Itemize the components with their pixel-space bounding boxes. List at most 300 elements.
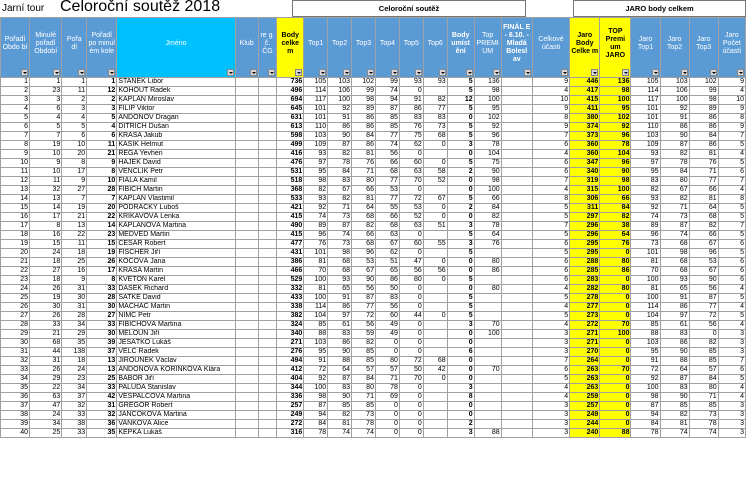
table-cell[interactable]: 100 xyxy=(600,96,631,105)
table-cell[interactable]: 89 xyxy=(689,105,718,114)
table-cell[interactable] xyxy=(235,384,258,393)
table-cell[interactable]: 83 xyxy=(328,384,352,393)
filter-dropdown-icon[interactable] xyxy=(439,69,446,76)
table-cell[interactable]: 27 xyxy=(87,312,117,321)
table-cell[interactable]: 103 xyxy=(631,339,660,348)
filter-dropdown-icon[interactable] xyxy=(250,69,257,76)
column-header-10[interactable] xyxy=(352,18,376,78)
table-cell[interactable]: 12 xyxy=(1,177,30,186)
table-cell[interactable]: 5 xyxy=(532,204,569,213)
table-cell[interactable]: 103 xyxy=(304,132,328,141)
filter-dropdown-icon[interactable] xyxy=(268,69,275,76)
table-cell[interactable]: 98 xyxy=(474,177,501,186)
table-cell[interactable]: 324 xyxy=(277,321,304,330)
table-cell[interactable]: 109 xyxy=(631,141,660,150)
table-cell[interactable]: 92 xyxy=(304,204,328,213)
table-cell[interactable]: KAPLAN Miroslav xyxy=(117,96,235,105)
table-cell[interactable]: 50 xyxy=(399,366,423,375)
table-cell[interactable]: 22 xyxy=(30,384,62,393)
table-cell[interactable]: 0 xyxy=(399,87,423,96)
table-cell[interactable]: 104 xyxy=(631,312,660,321)
table-cell[interactable] xyxy=(258,285,277,294)
table-cell[interactable]: 84 xyxy=(352,132,376,141)
table-cell[interactable]: 73 xyxy=(631,240,660,249)
table-cell[interactable] xyxy=(235,402,258,411)
table-cell[interactable] xyxy=(235,186,258,195)
table-cell[interactable]: 82 xyxy=(631,186,660,195)
table-cell[interactable]: 0 xyxy=(447,339,474,348)
table-cell[interactable]: 78 xyxy=(375,384,399,393)
table-cell[interactable]: 533 xyxy=(277,195,304,204)
table-cell[interactable] xyxy=(501,114,532,123)
table-cell[interactable]: 36 xyxy=(87,420,117,429)
table-cell[interactable]: 117 xyxy=(304,96,328,105)
table-cell[interactable]: 56 xyxy=(399,267,423,276)
table-cell[interactable]: 90 xyxy=(660,132,689,141)
table-cell[interactable]: 67 xyxy=(689,240,718,249)
table-cell[interactable] xyxy=(235,393,258,402)
table-cell[interactable]: 2 xyxy=(62,96,87,105)
table-cell[interactable] xyxy=(474,339,501,348)
table-cell[interactable] xyxy=(235,357,258,366)
table-cell[interactable]: KASÍK Helmut xyxy=(117,141,235,150)
table-cell[interactable]: SATKE David xyxy=(117,294,235,303)
table-cell[interactable]: 50 xyxy=(375,285,399,294)
table-cell[interactable]: 90 xyxy=(660,348,689,357)
table-cell[interactable]: 92 xyxy=(660,105,689,114)
table-cell[interactable]: 84 xyxy=(689,375,718,384)
table-cell[interactable]: 5 xyxy=(447,276,474,285)
table-cell[interactable]: 0 xyxy=(399,348,423,357)
table-cell[interactable]: 257 xyxy=(277,402,304,411)
table-cell[interactable]: 67 xyxy=(689,267,718,276)
table-cell[interactable]: 20 xyxy=(1,249,30,258)
table-cell[interactable]: 83 xyxy=(660,384,689,393)
table-row[interactable] xyxy=(1,303,746,312)
table-cell[interactable]: 85 xyxy=(328,402,352,411)
table-cell[interactable]: 68 xyxy=(352,240,376,249)
table-cell[interactable]: 91 xyxy=(399,96,423,105)
table-cell[interactable]: 92 xyxy=(304,375,328,384)
table-cell[interactable] xyxy=(501,375,532,384)
table-cell[interactable]: 101 xyxy=(631,105,660,114)
table-cell[interactable]: 26 xyxy=(87,258,117,267)
table-cell[interactable]: 91 xyxy=(660,114,689,123)
table-cell[interactable]: 0 xyxy=(399,294,423,303)
table-cell[interactable]: 7 xyxy=(62,195,87,204)
table-cell[interactable]: 3 xyxy=(532,429,569,438)
table-cell[interactable]: 5 xyxy=(718,141,745,150)
table-cell[interactable]: 2 xyxy=(87,96,117,105)
table-cell[interactable]: 466 xyxy=(277,267,304,276)
table-cell[interactable]: 6 xyxy=(718,168,745,177)
table-cell[interactable] xyxy=(258,267,277,276)
table-cell[interactable]: 417 xyxy=(570,87,600,96)
table-cell[interactable]: 117 xyxy=(631,96,660,105)
table-cell[interactable]: 477 xyxy=(277,240,304,249)
table-cell[interactable]: 80 xyxy=(399,276,423,285)
table-cell[interactable]: 415 xyxy=(277,231,304,240)
table-cell[interactable] xyxy=(501,249,532,258)
table-cell[interactable] xyxy=(235,87,258,96)
table-cell[interactable] xyxy=(423,150,447,159)
table-cell[interactable]: ANDONOVÁ KOŘÍNKOVÁ Klára xyxy=(117,366,235,375)
column-header-0[interactable] xyxy=(1,18,30,78)
table-cell[interactable]: 85 xyxy=(375,123,399,132)
table-cell[interactable] xyxy=(423,249,447,258)
table-cell[interactable]: 0 xyxy=(600,411,631,420)
column-header-6[interactable] xyxy=(258,18,277,78)
table-cell[interactable]: 29 xyxy=(30,375,62,384)
table-cell[interactable]: 67 xyxy=(375,240,399,249)
table-cell[interactable]: 490 xyxy=(277,222,304,231)
table-cell[interactable]: 4 xyxy=(718,303,745,312)
table-cell[interactable]: 16 xyxy=(62,267,87,276)
table-cell[interactable]: 3 xyxy=(718,348,745,357)
table-cell[interactable]: 26 xyxy=(30,312,62,321)
table-row[interactable] xyxy=(1,339,746,348)
table-cell[interactable]: DAŠEK Richard xyxy=(117,285,235,294)
column-header-22[interactable] xyxy=(689,18,718,78)
filter-dropdown-icon[interactable] xyxy=(21,69,28,76)
table-cell[interactable]: 30 xyxy=(1,339,30,348)
table-cell[interactable]: 0 xyxy=(689,330,718,339)
table-cell[interactable]: 0 xyxy=(423,312,447,321)
table-cell[interactable]: KVĚTOŇ Karel xyxy=(117,276,235,285)
table-cell[interactable] xyxy=(258,195,277,204)
table-cell[interactable]: 0 xyxy=(399,402,423,411)
table-cell[interactable]: 90 xyxy=(600,168,631,177)
table-cell[interactable]: 68 xyxy=(352,213,376,222)
table-cell[interactable]: VESPALCOVÁ Martina xyxy=(117,393,235,402)
table-row[interactable] xyxy=(1,222,746,231)
table-cell[interactable]: 0 xyxy=(423,159,447,168)
table-cell[interactable]: 94 xyxy=(375,96,399,105)
table-cell[interactable]: 98 xyxy=(689,96,718,105)
table-cell[interactable]: 19 xyxy=(30,294,62,303)
table-cell[interactable]: 5 xyxy=(532,231,569,240)
table-cell[interactable]: 3 xyxy=(532,402,569,411)
table-cell[interactable]: 17 xyxy=(30,213,62,222)
table-cell[interactable]: JIROUNEK Václav xyxy=(117,357,235,366)
table-cell[interactable] xyxy=(258,357,277,366)
table-cell[interactable] xyxy=(423,393,447,402)
filter-dropdown-icon[interactable] xyxy=(391,69,398,76)
table-cell[interactable]: NIMČ Petr xyxy=(117,312,235,321)
table-cell[interactable]: 3 xyxy=(447,384,474,393)
table-cell[interactable]: MACHÁČ Martin xyxy=(117,303,235,312)
table-row[interactable] xyxy=(1,312,746,321)
table-cell[interactable]: 80 xyxy=(660,177,689,186)
table-cell[interactable] xyxy=(423,348,447,357)
filter-dropdown-icon[interactable] xyxy=(561,69,568,76)
table-cell[interactable]: 66 xyxy=(600,195,631,204)
table-cell[interactable]: 19 xyxy=(30,141,62,150)
table-cell[interactable]: 16 xyxy=(1,213,30,222)
table-cell[interactable]: 63 xyxy=(399,168,423,177)
table-cell[interactable]: 64 xyxy=(600,231,631,240)
table-cell[interactable]: 373 xyxy=(570,132,600,141)
table-cell[interactable] xyxy=(258,321,277,330)
table-cell[interactable]: 4 xyxy=(532,384,569,393)
table-cell[interactable]: 69 xyxy=(375,393,399,402)
table-cell[interactable] xyxy=(258,177,277,186)
table-cell[interactable]: 81 xyxy=(660,420,689,429)
table-cell[interactable]: FIALA Kamil xyxy=(117,177,235,186)
table-cell[interactable] xyxy=(423,384,447,393)
table-cell[interactable]: 4 xyxy=(718,87,745,96)
table-cell[interactable]: 80 xyxy=(375,357,399,366)
table-cell[interactable]: 72 xyxy=(399,357,423,366)
table-cell[interactable]: 87 xyxy=(660,375,689,384)
table-cell[interactable]: 90 xyxy=(474,168,501,177)
table-cell[interactable] xyxy=(501,141,532,150)
table-cell[interactable]: 272 xyxy=(277,420,304,429)
table-cell[interactable]: 102 xyxy=(600,114,631,123)
column-header-9[interactable] xyxy=(328,18,352,78)
table-cell[interactable]: 5 xyxy=(447,78,474,87)
table-cell[interactable]: 8 xyxy=(87,168,117,177)
table-cell[interactable]: 83 xyxy=(423,114,447,123)
table-cell[interactable]: 100 xyxy=(328,96,352,105)
table-cell[interactable]: REGA Yevhen xyxy=(117,150,235,159)
table-row[interactable] xyxy=(1,249,746,258)
table-cell[interactable] xyxy=(258,87,277,96)
table-cell[interactable] xyxy=(501,384,532,393)
table-cell[interactable]: 98 xyxy=(660,249,689,258)
table-cell[interactable]: 8 xyxy=(532,114,569,123)
table-cell[interactable]: 80 xyxy=(600,285,631,294)
table-cell[interactable]: 56 xyxy=(423,267,447,276)
table-cell[interactable]: 4 xyxy=(718,384,745,393)
table-cell[interactable]: 10 xyxy=(30,168,62,177)
table-cell[interactable]: 297 xyxy=(570,213,600,222)
filter-dropdown-icon[interactable] xyxy=(53,69,60,76)
table-cell[interactable]: 23 xyxy=(87,231,117,240)
table-cell[interactable]: 106 xyxy=(328,87,352,96)
table-cell[interactable]: 4 xyxy=(30,114,62,123)
table-cell[interactable]: 283 xyxy=(570,276,600,285)
column-header-15[interactable] xyxy=(474,18,501,78)
table-cell[interactable]: 319 xyxy=(570,177,600,186)
table-cell[interactable]: 91 xyxy=(631,357,660,366)
table-cell[interactable]: MELOUN Jiří xyxy=(117,330,235,339)
table-cell[interactable] xyxy=(501,213,532,222)
table-cell[interactable] xyxy=(501,96,532,105)
table-cell[interactable]: 49 xyxy=(375,330,399,339)
table-cell[interactable]: 86 xyxy=(474,267,501,276)
table-cell[interactable]: 55 xyxy=(423,240,447,249)
table-cell[interactable] xyxy=(235,294,258,303)
table-row[interactable] xyxy=(1,330,746,339)
table-cell[interactable]: 0 xyxy=(399,411,423,420)
filter-dropdown-icon[interactable] xyxy=(415,69,422,76)
table-cell[interactable] xyxy=(258,213,277,222)
table-cell[interactable]: 5 xyxy=(718,375,745,384)
table-cell[interactable] xyxy=(501,294,532,303)
table-cell[interactable]: 102 xyxy=(474,114,501,123)
table-cell[interactable]: 0 xyxy=(447,150,474,159)
table-cell[interactable]: 73 xyxy=(328,240,352,249)
table-cell[interactable]: 84 xyxy=(352,375,376,384)
table-cell[interactable]: 240 xyxy=(570,429,600,438)
table-cell[interactable]: 82 xyxy=(328,150,352,159)
table-cell[interactable]: 68 xyxy=(30,339,62,348)
column-header-13[interactable] xyxy=(423,18,447,78)
table-cell[interactable]: 15 xyxy=(30,240,62,249)
table-cell[interactable]: 78 xyxy=(328,159,352,168)
table-cell[interactable]: 5 xyxy=(447,303,474,312)
table-cell[interactable]: 93 xyxy=(660,276,689,285)
table-cell[interactable]: 71 xyxy=(328,204,352,213)
table-cell[interactable]: 5 xyxy=(447,312,474,321)
table-cell[interactable] xyxy=(501,357,532,366)
table-row[interactable] xyxy=(1,87,746,96)
table-cell[interactable]: 5 xyxy=(447,105,474,114)
table-cell[interactable] xyxy=(501,411,532,420)
table-cell[interactable]: 3 xyxy=(87,105,117,114)
table-cell[interactable]: 3 xyxy=(718,330,745,339)
table-cell[interactable]: 100 xyxy=(600,330,631,339)
table-cell[interactable]: 101 xyxy=(304,249,328,258)
table-cell[interactable]: 39 xyxy=(87,339,117,348)
table-cell[interactable]: 4 xyxy=(532,321,569,330)
table-cell[interactable]: 68 xyxy=(423,357,447,366)
table-cell[interactable]: 5 xyxy=(447,132,474,141)
table-cell[interactable]: 75 xyxy=(399,132,423,141)
table-cell[interactable]: 360 xyxy=(570,141,600,150)
table-cell[interactable]: 24 xyxy=(30,249,62,258)
table-cell[interactable] xyxy=(501,123,532,132)
table-cell[interactable]: 53 xyxy=(399,204,423,213)
table-cell[interactable]: 100 xyxy=(660,96,689,105)
table-cell[interactable]: 412 xyxy=(277,366,304,375)
table-cell[interactable] xyxy=(501,276,532,285)
table-row[interactable] xyxy=(1,159,746,168)
column-header-11[interactable] xyxy=(375,18,399,78)
table-cell[interactable]: 2 xyxy=(447,168,474,177)
table-cell[interactable]: 19 xyxy=(87,249,117,258)
table-cell[interactable]: 70 xyxy=(600,366,631,375)
table-cell[interactable]: 64 xyxy=(660,366,689,375)
table-row[interactable] xyxy=(1,366,746,375)
table-cell[interactable]: 100 xyxy=(304,276,328,285)
table-cell[interactable] xyxy=(501,231,532,240)
table-cell[interactable]: 66 xyxy=(352,231,376,240)
table-cell[interactable]: 100 xyxy=(600,186,631,195)
table-cell[interactable]: 62 xyxy=(375,249,399,258)
table-cell[interactable]: 18 xyxy=(62,357,87,366)
table-cell[interactable]: 78 xyxy=(689,420,718,429)
table-row[interactable] xyxy=(1,195,746,204)
table-cell[interactable] xyxy=(258,402,277,411)
table-cell[interactable]: 5 xyxy=(718,294,745,303)
table-cell[interactable]: 89 xyxy=(631,222,660,231)
table-cell[interactable]: 32 xyxy=(1,357,30,366)
table-cell[interactable]: 17 xyxy=(62,168,87,177)
table-row[interactable] xyxy=(1,123,746,132)
table-cell[interactable]: 100 xyxy=(474,186,501,195)
table-cell[interactable]: 10 xyxy=(30,150,62,159)
table-cell[interactable] xyxy=(235,78,258,87)
table-cell[interactable]: 83 xyxy=(631,177,660,186)
table-cell[interactable]: 74 xyxy=(660,231,689,240)
column-header-14[interactable] xyxy=(447,18,474,78)
table-row[interactable] xyxy=(1,141,746,150)
table-cell[interactable]: 257 xyxy=(570,402,600,411)
table-cell[interactable]: 138 xyxy=(62,348,87,357)
table-cell[interactable]: 0 xyxy=(600,375,631,384)
table-cell[interactable]: 10 xyxy=(718,96,745,105)
table-cell[interactable]: 80 xyxy=(689,384,718,393)
table-cell[interactable] xyxy=(235,114,258,123)
table-cell[interactable] xyxy=(501,222,532,231)
table-cell[interactable]: 0 xyxy=(447,375,474,384)
table-row[interactable] xyxy=(1,114,746,123)
table-cell[interactable]: 73 xyxy=(689,411,718,420)
table-cell[interactable]: 74 xyxy=(375,87,399,96)
table-cell[interactable] xyxy=(423,285,447,294)
table-cell[interactable]: 63 xyxy=(399,222,423,231)
table-cell[interactable]: 70 xyxy=(600,321,631,330)
table-cell[interactable]: 95 xyxy=(600,105,631,114)
table-cell[interactable]: 80 xyxy=(474,285,501,294)
table-cell[interactable]: 95 xyxy=(631,348,660,357)
table-cell[interactable]: 76 xyxy=(304,240,328,249)
table-cell[interactable]: 93 xyxy=(631,195,660,204)
table-cell[interactable]: 77 xyxy=(689,303,718,312)
table-cell[interactable]: 5 xyxy=(718,231,745,240)
table-cell[interactable] xyxy=(258,186,277,195)
table-row[interactable] xyxy=(1,258,746,267)
table-cell[interactable]: 496 xyxy=(277,87,304,96)
table-cell[interactable]: 0 xyxy=(600,384,631,393)
table-cell[interactable]: 0 xyxy=(375,402,399,411)
table-cell[interactable]: 6 xyxy=(718,258,745,267)
table-cell[interactable]: 16 xyxy=(30,231,62,240)
table-cell[interactable]: CESAR Robert xyxy=(117,240,235,249)
table-cell[interactable]: 3 xyxy=(718,402,745,411)
table-row[interactable] xyxy=(1,150,746,159)
table-cell[interactable]: DITRICH Dušan xyxy=(117,123,235,132)
table-cell[interactable]: 5 xyxy=(447,195,474,204)
table-cell[interactable]: 13 xyxy=(87,366,117,375)
table-cell[interactable]: 93 xyxy=(328,276,352,285)
table-cell[interactable]: 84 xyxy=(304,420,328,429)
table-cell[interactable]: 60 xyxy=(375,312,399,321)
table-cell[interactable]: 3 xyxy=(532,411,569,420)
table-cell[interactable]: 63 xyxy=(30,393,62,402)
table-cell[interactable] xyxy=(423,330,447,339)
table-cell[interactable]: 446 xyxy=(570,78,600,87)
table-cell[interactable]: 631 xyxy=(277,114,304,123)
table-cell[interactable]: 83 xyxy=(375,294,399,303)
table-cell[interactable]: 5 xyxy=(718,312,745,321)
table-cell[interactable]: 90 xyxy=(689,276,718,285)
table-cell[interactable]: 0 xyxy=(447,177,474,186)
table-cell[interactable]: 0 xyxy=(600,339,631,348)
column-header-4[interactable] xyxy=(117,18,235,78)
table-cell[interactable]: 101 xyxy=(631,249,660,258)
table-cell[interactable]: 0 xyxy=(600,393,631,402)
table-cell[interactable]: 66 xyxy=(375,213,399,222)
table-cell[interactable]: 13 xyxy=(1,186,30,195)
table-cell[interactable]: 76 xyxy=(399,123,423,132)
table-cell[interactable]: 33 xyxy=(87,285,117,294)
table-cell[interactable]: 83 xyxy=(399,114,423,123)
table-cell[interactable]: 263 xyxy=(570,384,600,393)
table-cell[interactable]: 64 xyxy=(474,231,501,240)
